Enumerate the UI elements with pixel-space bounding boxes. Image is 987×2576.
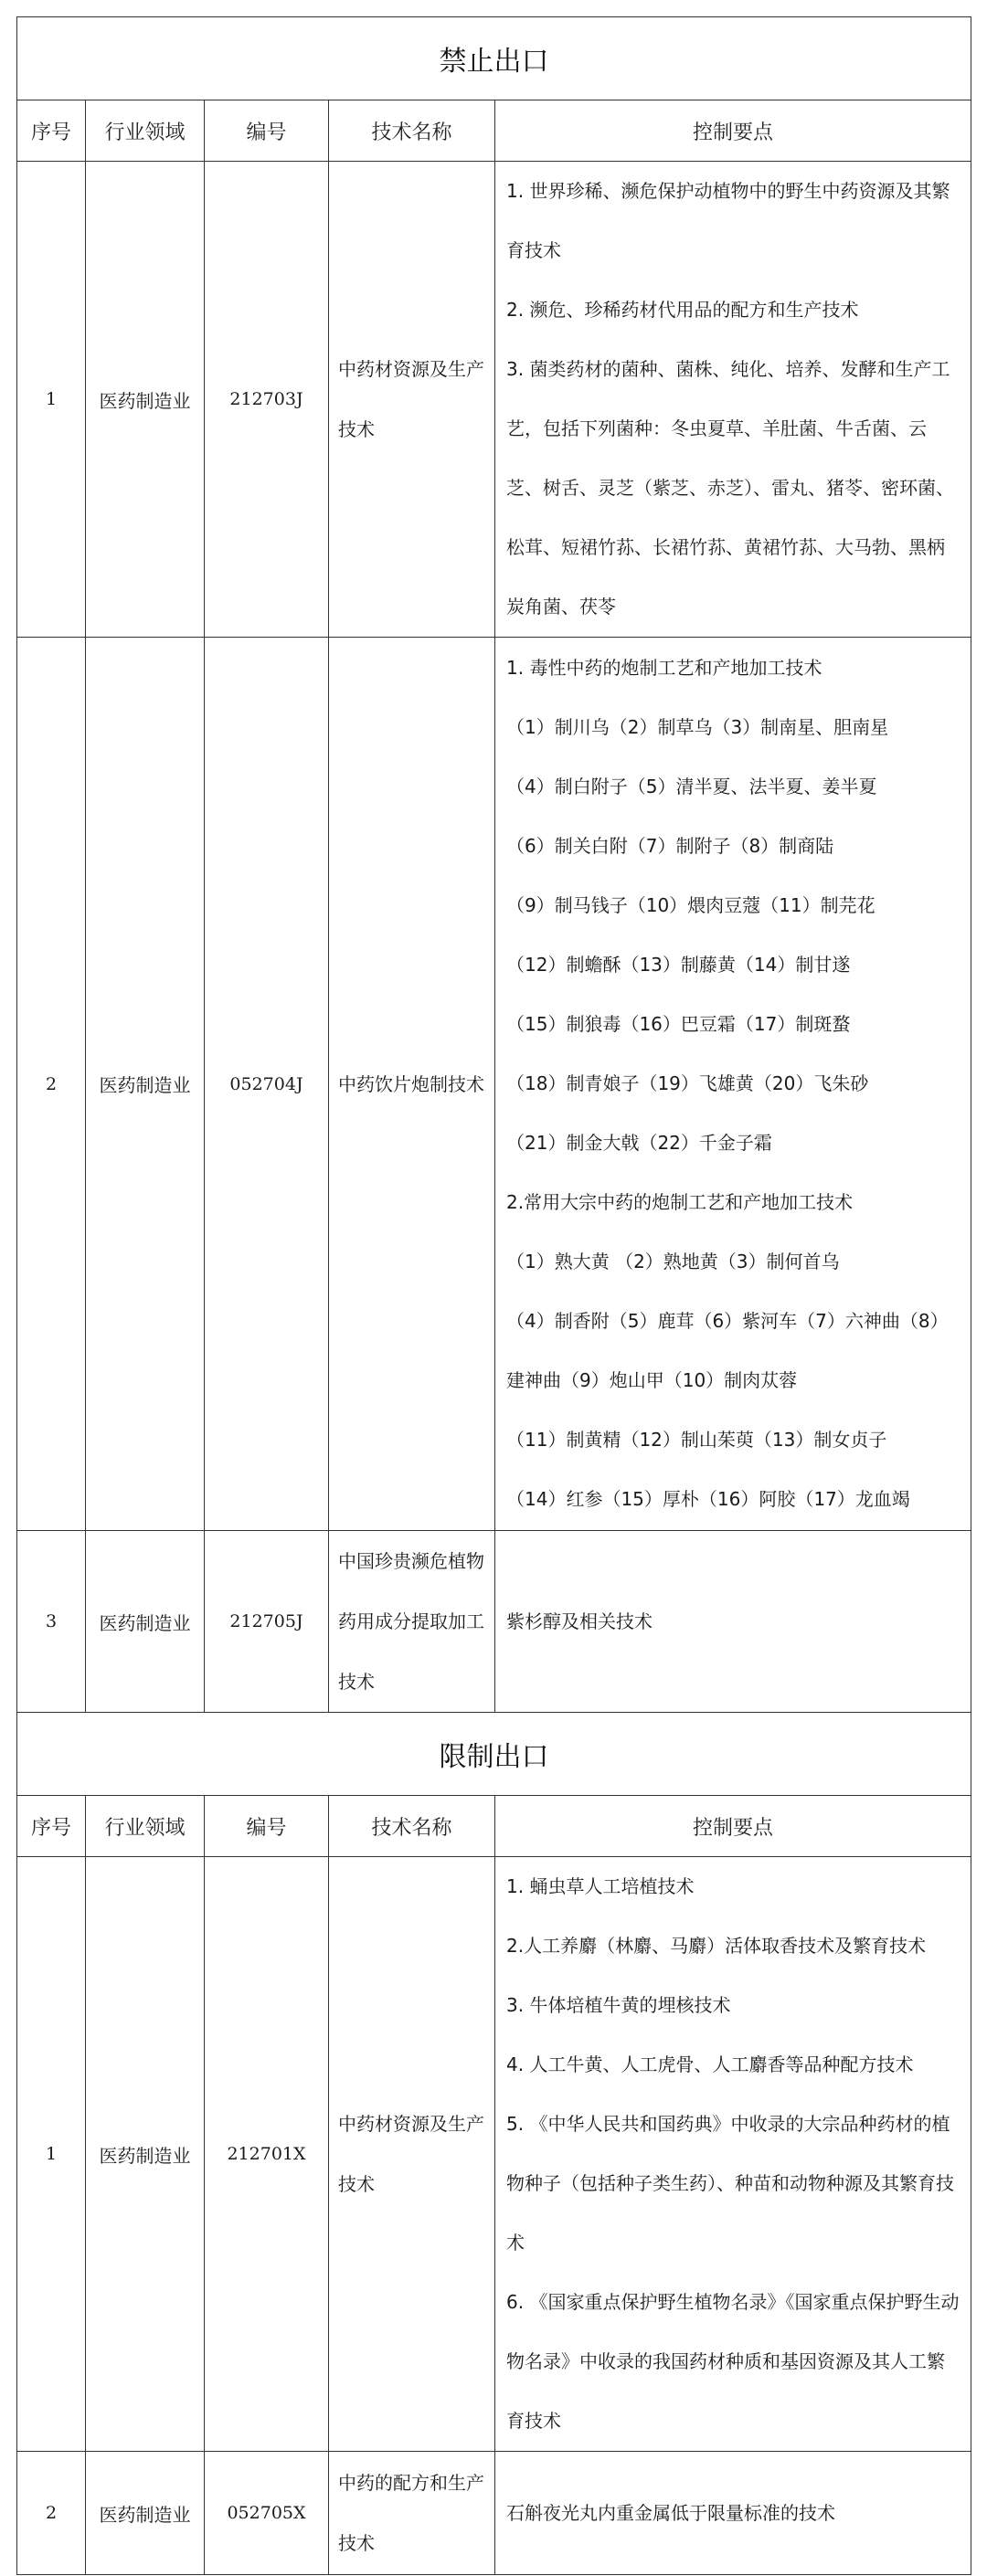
row-name: 中国珍贵濒危植物药用成分提取加工技术 bbox=[329, 1531, 495, 1713]
row-no: 3 bbox=[17, 1531, 86, 1713]
point-item: （1）制川乌（2）制草乌（3）制南星、胆南星 bbox=[506, 716, 889, 738]
section-title-row bbox=[17, 17, 971, 100]
header-points: 控制要点 bbox=[495, 1796, 971, 1857]
row-points bbox=[495, 638, 971, 1531]
row-name: 中药材资源及生产技术 bbox=[329, 162, 495, 638]
row-field: 医药制造业 bbox=[86, 2452, 205, 2575]
point-item: 1. 蛹虫草人工培植技术 bbox=[506, 1875, 695, 1897]
point-item: （21）制金大戟（22）千金子霜 bbox=[506, 1132, 772, 1154]
row-name: 中药材资源及生产技术 bbox=[329, 1857, 495, 2452]
header-row bbox=[17, 1796, 971, 1857]
row-code: 212701X bbox=[205, 1857, 329, 2452]
point-item: （14）红参（15）厚朴（16）阿胶（17）龙血竭 bbox=[506, 1488, 910, 1510]
table-row bbox=[17, 638, 971, 1531]
row-field: 医药制造业 bbox=[86, 162, 205, 638]
row-points bbox=[495, 2452, 971, 2575]
header-no: 序号 bbox=[17, 1796, 86, 1857]
row-no: 1 bbox=[17, 1857, 86, 2452]
point-item: （9）制马钱子（10）煨肉豆蔻（11）制芫花 bbox=[506, 894, 876, 916]
point-item: （4）制香附（5）鹿茸（6）紫河车（7）六神曲（8）建神曲（9）炮山甲（10）制肉苁蓉 bbox=[506, 1310, 949, 1391]
row-points bbox=[495, 1857, 971, 2452]
table-row bbox=[17, 1857, 971, 2452]
table-row bbox=[17, 1531, 971, 1713]
row-no: 2 bbox=[17, 2452, 86, 2575]
row-no: 2 bbox=[17, 638, 86, 1531]
point-item: 6. 《国家重点保护野生植物名录》《国家重点保护野生动物名录》中收录的我国药材种质和基因资源及其人工繁育技术 bbox=[506, 2291, 960, 2432]
row-code: 052705X bbox=[205, 2452, 329, 2575]
point-item: 3. 菌类药材的菌种、菌株、纯化、培养、发酵和生产工艺，包括下列菌种：冬虫夏草、羊肚菌、牛舌菌、云芝、树舌、灵芝（紫芝、赤芝）、雷丸、猪苓、密环菌、松茸、短裙竹荪、长裙竹荪、黄裙竹荪、大马勃、黑柄炭角菌、茯苓 bbox=[506, 358, 954, 618]
row-name: 中药饮片炮制技术 bbox=[329, 638, 495, 1531]
row-field: 医药制造业 bbox=[86, 638, 205, 1531]
row-code: 052704J bbox=[205, 638, 329, 1531]
technology-table bbox=[16, 16, 971, 2575]
point-item: 1. 毒性中药的炮制工艺和产地加工技术 bbox=[506, 657, 822, 679]
row-name: 中药的配方和生产技术 bbox=[329, 2452, 495, 2575]
document bbox=[16, 16, 971, 2575]
point-item: 5. 《中华人民共和国药典》中收录的大宗品种药材的植物种子（包括种子类生药）、种苗和动物种源及其繁育技术 bbox=[506, 2113, 954, 2254]
header-points: 控制要点 bbox=[495, 100, 971, 162]
header-field: 行业领域 bbox=[86, 1796, 205, 1857]
point-item: （12）制蟾酥（13）制藤黄（14）制甘遂 bbox=[506, 954, 851, 976]
row-code: 212705J bbox=[205, 1531, 329, 1713]
row-no: 1 bbox=[17, 162, 86, 638]
point-item: 2.人工养麝（林麝、马麝）活体取香技术及繁育技术 bbox=[506, 1935, 927, 1957]
point-item: 紫杉醇及相关技术 bbox=[506, 1610, 653, 1632]
point-item: （11）制黄精（12）制山茱萸（13）制女贞子 bbox=[506, 1429, 887, 1451]
point-item: 4. 人工牛黄、人工虎骨、人工麝香等品种配方技术 bbox=[506, 2053, 914, 2075]
section-title: 禁止出口 bbox=[17, 17, 971, 100]
header-no: 序号 bbox=[17, 100, 86, 162]
point-item: （18）制青娘子（19）飞雄黄（20）飞朱砂 bbox=[506, 1072, 869, 1094]
table-row bbox=[17, 2452, 971, 2575]
header-name: 技术名称 bbox=[329, 100, 495, 162]
row-points bbox=[495, 1531, 971, 1713]
table-row bbox=[17, 162, 971, 638]
header-row bbox=[17, 100, 971, 162]
section-title: 限制出口 bbox=[17, 1713, 971, 1796]
point-item: （1）熟大黄 （2）熟地黄（3）制何首乌 bbox=[506, 1251, 840, 1272]
point-item: 石斛夜光丸内重金属低于限量标准的技术 bbox=[506, 2501, 835, 2524]
point-item: 2.常用大宗中药的炮制工艺和产地加工技术 bbox=[506, 1191, 854, 1213]
point-item: 3. 牛体培植牛黄的埋核技术 bbox=[506, 1994, 731, 2016]
point-item: 2. 濒危、珍稀药材代用品的配方和生产技术 bbox=[506, 299, 859, 321]
point-item: （6）制关白附（7）制附子（8）制商陆 bbox=[506, 835, 834, 857]
header-code: 编号 bbox=[205, 100, 329, 162]
point-item: （15）制狼毒（16）巴豆霜（17）制斑蝥 bbox=[506, 1013, 851, 1035]
header-code: 编号 bbox=[205, 1796, 329, 1857]
section-title-row bbox=[17, 1713, 971, 1796]
row-points bbox=[495, 162, 971, 638]
point-item: 1. 世界珍稀、濒危保护动植物中的野生中药资源及其繁育技术 bbox=[506, 180, 950, 261]
row-field: 医药制造业 bbox=[86, 1857, 205, 2452]
point-item: （4）制白附子（5）清半夏、法半夏、姜半夏 bbox=[506, 776, 877, 797]
header-name: 技术名称 bbox=[329, 1796, 495, 1857]
row-field: 医药制造业 bbox=[86, 1531, 205, 1713]
row-code: 212703J bbox=[205, 162, 329, 638]
header-field: 行业领域 bbox=[86, 100, 205, 162]
